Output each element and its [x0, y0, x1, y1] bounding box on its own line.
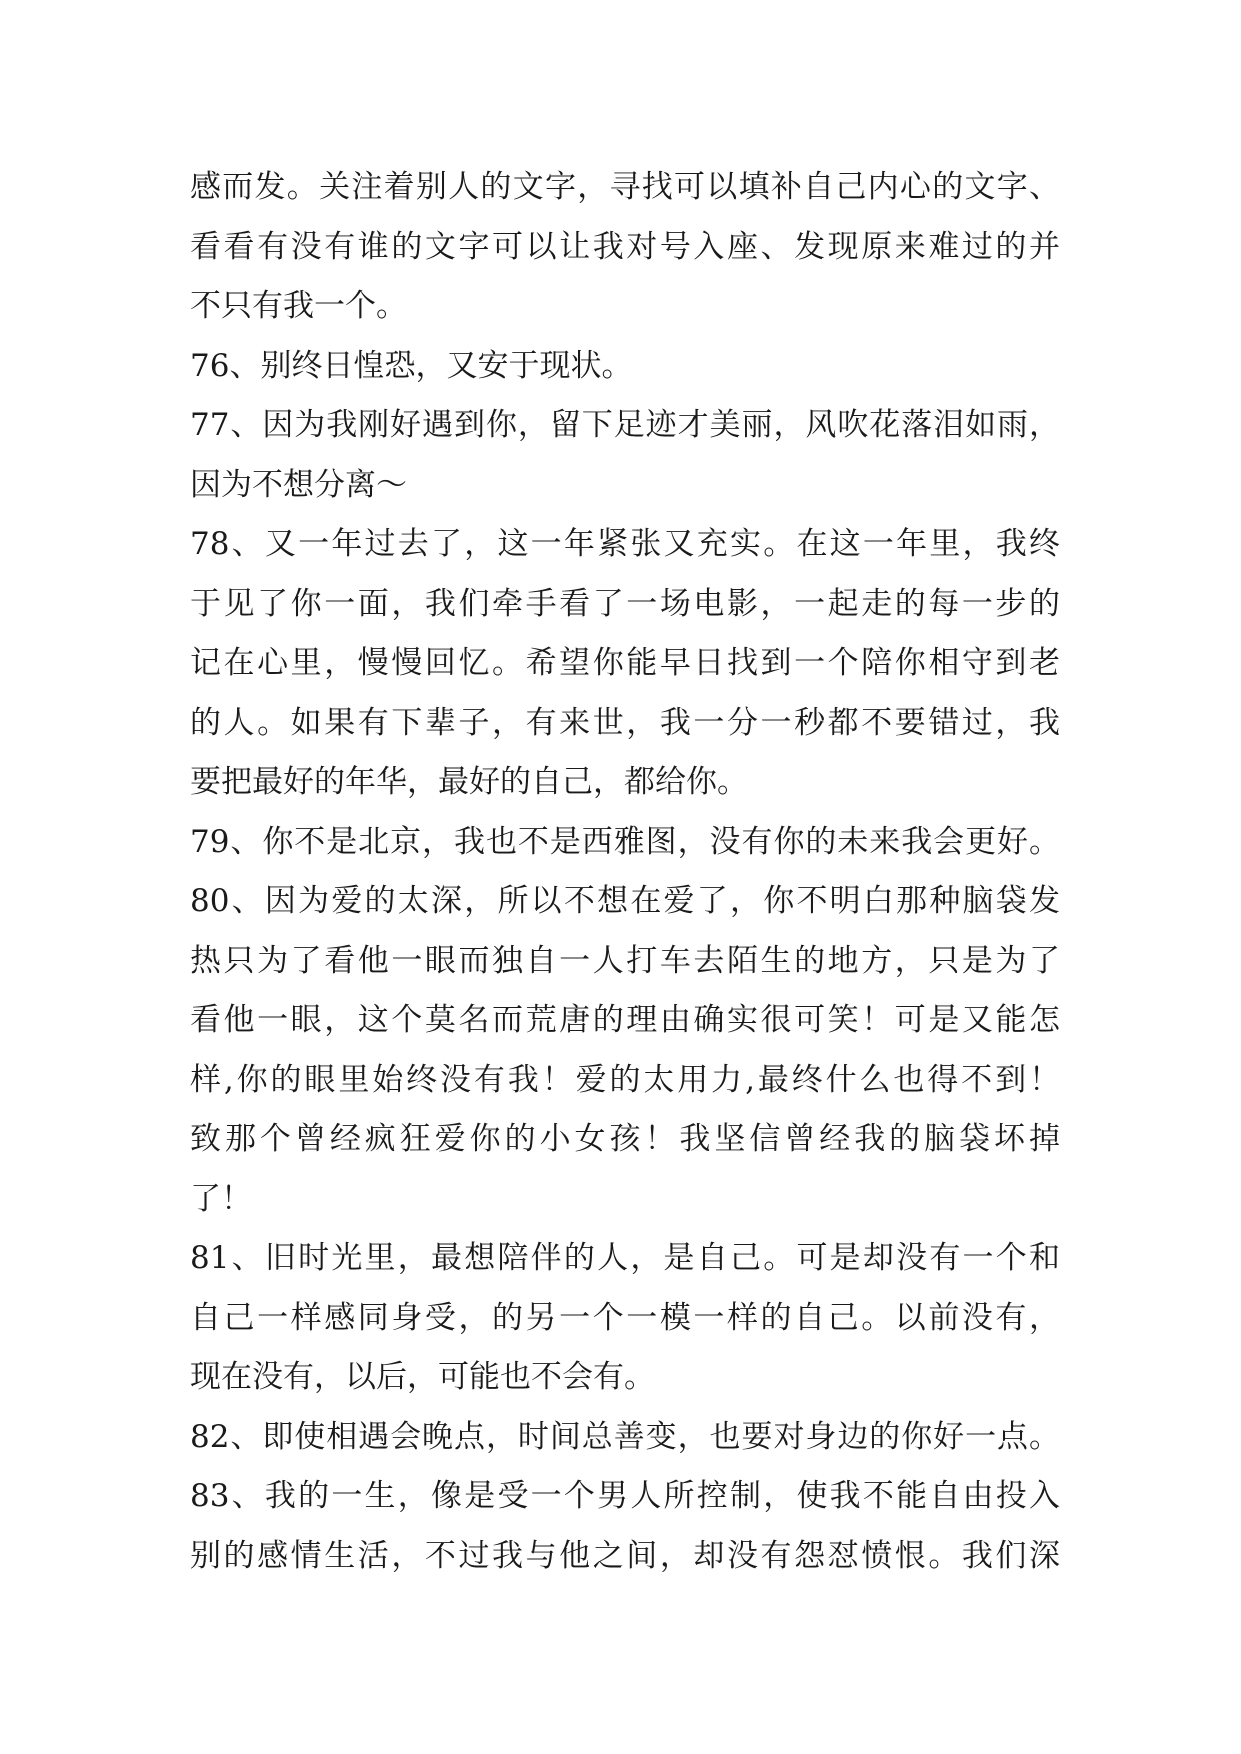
text-line: 感而发。关注着别人的文字，寻找可以填补自己内心的文字、: [190, 169, 1060, 205]
text-line: 于见了你一面，我们牵手看了一场电影，一起走的每一步的: [190, 585, 1060, 622]
text-line: 看他一眼，这个莫名而荒唐的理由确实很可笑！可是又能怎: [190, 1002, 1060, 1038]
text-line: 79、你不是北京，我也不是西雅图，没有你的未来我会更好。: [190, 823, 1060, 860]
text-line: 76、别终日惶恐，又安于现状。: [190, 347, 633, 384]
text-line: 热只为了看他一眼而独自一人打车去陌生的地方，只是为了: [190, 942, 1060, 979]
body-text: [190, 158, 1060, 1586]
text-line: 不只有我一个。: [190, 288, 407, 324]
text-line: 83、我的一生，像是受一个男人所控制，使我不能自由投入: [190, 1478, 1060, 1514]
text-line: 81、旧时光里，最想陪伴的人，是自己。可是却没有一个和: [190, 1240, 1060, 1276]
text-line: 的人。如果有下辈子，有来世，我一分一秒都不要错过，我: [190, 704, 1060, 741]
text-line: 82、即使相遇会晚点，时间总善变，也要对身边的你好一点。: [190, 1418, 1060, 1455]
text-line: 要把最好的年华，最好的自己，都给你。: [190, 764, 748, 800]
text-line: 80、因为爱的太深，所以不想在爱了，你不明白那种脑袋发: [190, 883, 1060, 919]
text-line: 样,你的眼里始终没有我！爱的太用力,最终什么也得不到！: [190, 1061, 1060, 1098]
text-line: 记在心里，慢慢回忆。希望你能早日找到一个陪你相守到老: [190, 645, 1060, 681]
text-line: 78、又一年过去了，这一年紧张又充实。在这一年里，我终: [190, 526, 1060, 562]
text-line: 别的感情生活，不过我与他之间，却没有怨怼愤恨。我们深: [190, 1537, 1060, 1574]
text-line: 77、因为我刚好遇到你，留下足迹才美丽，风吹花落泪如雨，: [190, 407, 1060, 443]
text-line: 现在没有，以后，可能也不会有。: [190, 1359, 655, 1395]
text-line: 致那个曾经疯狂爱你的小女孩！我坚信曾经我的脑袋坏掉: [190, 1121, 1060, 1157]
text-line: 看看有没有谁的文字可以让我对号入座、发现原来难过的并: [190, 228, 1060, 265]
text-line: 了！: [190, 1180, 252, 1217]
text-line: 因为不想分离～: [190, 466, 407, 503]
text-line: 自己一样感同身受，的另一个一模一样的自己。以前没有，: [190, 1299, 1060, 1336]
